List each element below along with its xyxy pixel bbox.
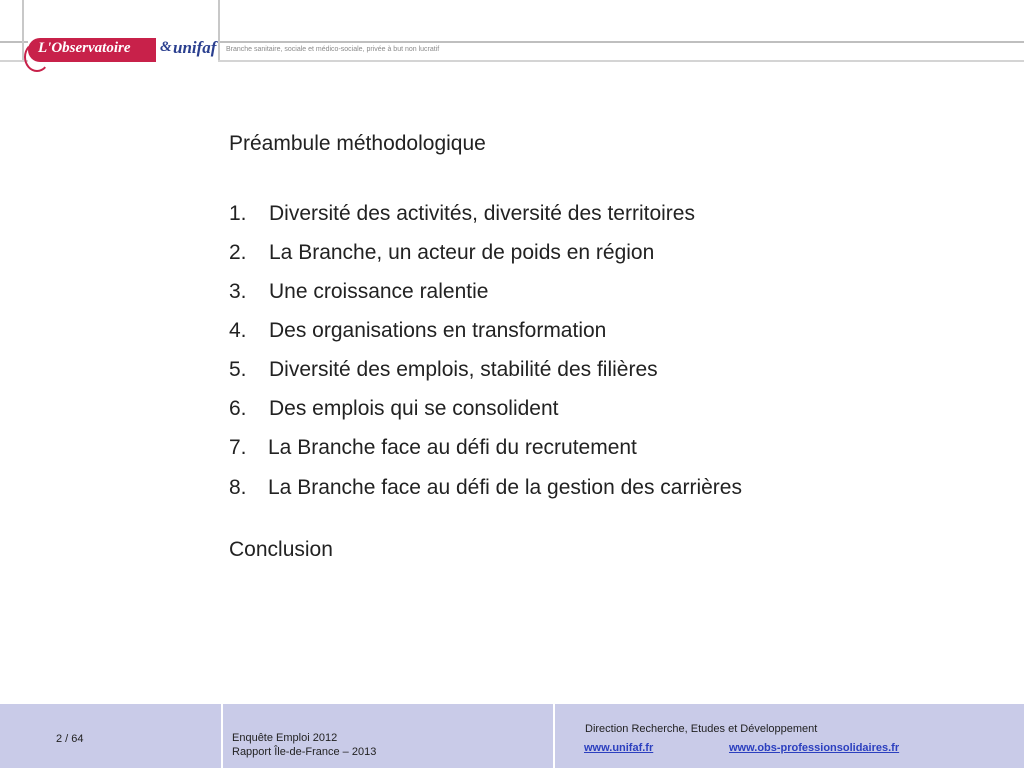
agenda-item	[229, 202, 695, 226]
agenda-item	[229, 397, 559, 421]
agenda-item	[229, 319, 606, 343]
conclusion-heading: Conclusion	[229, 538, 333, 561]
agenda-item-text: La Branche, un acteur de poids en région	[269, 241, 655, 264]
logo-observatoire: L'Observatoire	[38, 40, 131, 56]
agenda-item-number: 8.	[229, 476, 247, 499]
header-tagline: Branche sanitaire, sociale et médico-sociale, privée à but non lucratif	[226, 46, 440, 53]
agenda-item-text: Une croissance ralentie	[269, 280, 489, 303]
page-number: 2 / 64	[56, 733, 84, 745]
logo-unifaf: unifaf	[173, 38, 217, 57]
agenda-item-text: La Branche face au défi de la gestion des carrières	[268, 476, 742, 499]
agenda-item	[229, 241, 654, 265]
agenda-item-text: Diversité des activités, diversité des territoires	[269, 202, 695, 225]
agenda-item	[229, 476, 742, 500]
agenda-item-number: 3.	[229, 280, 247, 303]
header-divider-left	[22, 0, 24, 60]
direction-label: Direction Recherche, Etudes et Développement	[585, 723, 818, 735]
report-title: Enquête Emploi 2012	[232, 732, 338, 744]
logo-ampersand: &	[160, 39, 172, 55]
agenda-item	[229, 280, 488, 304]
agenda-item-text: Des emplois qui se consolident	[269, 397, 559, 420]
footer-bar	[0, 704, 1024, 768]
agenda-item-number: 4.	[229, 319, 247, 342]
agenda-item-number: 5.	[229, 358, 247, 381]
agenda-item-number: 7.	[229, 436, 247, 459]
agenda-item-text: Diversité des emplois, stabilité des filières	[269, 358, 658, 381]
report-subtitle: Rapport Île-de-France – 2013	[232, 746, 377, 758]
obs-link[interactable]: www.obs-professionsolidaires.fr	[729, 742, 900, 754]
footer-separator-2	[553, 704, 555, 768]
agenda-item-text: La Branche face au défi du recrutement	[268, 436, 637, 459]
agenda-item	[229, 436, 637, 460]
agenda-item-text: Des organisations en transformation	[269, 319, 607, 342]
agenda-item-number: 2.	[229, 241, 247, 264]
unifaf-link[interactable]: www.unifaf.fr	[584, 742, 654, 754]
agenda-item-number: 1.	[229, 202, 247, 225]
preamble-heading: Préambule méthodologique	[229, 132, 486, 155]
agenda-item	[229, 358, 658, 382]
footer-separator-1	[221, 704, 223, 768]
agenda-item-number: 6.	[229, 397, 247, 420]
header-divider-right	[218, 0, 220, 60]
